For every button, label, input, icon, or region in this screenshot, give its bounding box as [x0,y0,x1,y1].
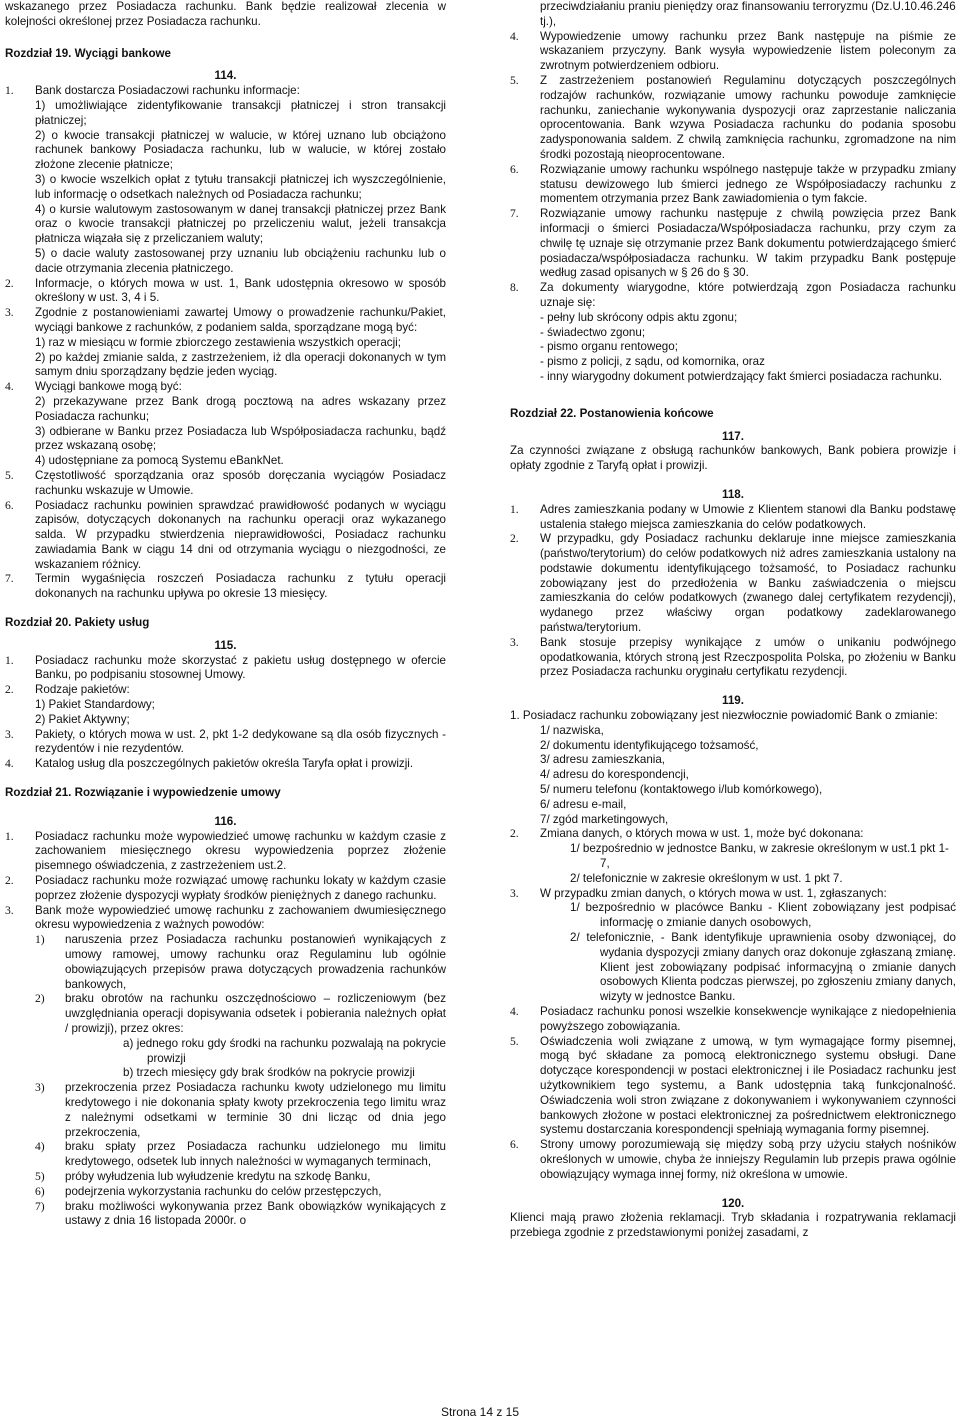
list-item: 1/ bezpośrednio w placówce Banku - Klient zobowiązany jest podpisać informację o zmianie danych osobowych, [570,901,956,930]
list-item: 3) odbierane w Banku przez Posiadacza lub Współposiadacza rachunku, bądź przez wskazaną osobę; [35,424,446,453]
p115-item-2: 2. Rodzaje pakietów: [5,683,130,697]
p119-1-list [510,724,956,828]
p114-item-2: 2. Informacje, o których mowa w ust. 1, Bank udostępnia okresowo w sposób określony w ust. 3, 4 i 5. [5,276,446,305]
list-item: - pismo organu rentowego; [540,340,678,354]
p115-item-1: 1. Posiadacz rachunku może skorzystać z pakietu usług dostępnego w ofercie Banku, po podpisaniu stosownej Umowy. [5,653,446,682]
p114-item-1: 1. Bank dostarcza Posiadaczowi rachunku informacje: [5,84,300,98]
p119-item-4: 4. Posiadacz rachunku ponosi wszelkie konsekwencje wynikające z niedopełnienia powyższego zobowiązania. [510,1005,956,1033]
chapter-21-heading: Rozdział 21. Rozwiązanie i wypowiedzenie umowy [5,786,281,800]
paragraph-117-number: 117. [722,429,744,443]
p119-3-list [510,901,956,1005]
list-item: 1) Pakiet Standardowy; [35,698,155,712]
p116-item-2: 2. Posiadacz rachunku może rozwiązać umowę rachunku lokaty w każdym czasie poprzez złożenie dyspozycji wypłaty środków pieniężnych z danego rachunku. [5,874,446,902]
chapter-22-heading: Rozdział 22. Postanowienia końcowe [510,406,714,420]
list-item: - pismo z policji, z sądu, od komornika, oraz [540,355,765,369]
list-item: 2/ telefonicznie w zakresie określonym w ust. 1 pkt 7. [570,871,843,885]
list-item: a) jednego roku gdy środki na rachunku pozwalają na pokrycie prowizji [123,1036,446,1065]
list-item: 3) o kwocie wszelkich opłat z tytułu transakcji płatniczej ich wyszczególnienie, lub informację o odsetkach należnych od Posiadacza rachunku; [35,172,446,201]
list-item: 4) braku spłaty przez Posiadacza rachunku udzielonego mu limitu kredytowego, odsetek lub innych należności w wymaganych terminach, [35,1140,446,1169]
p114-item-3: 3. Zgodnie z postanowieniami zawartej Umowy o prowadzenie rachunku/Pakiet, wyciągi bankowe z rachunków, z podaniem salda, sporządzane mogą być: [5,306,446,334]
left-column [5,0,446,1229]
p119-item-6: 6. Strony umowy porozumiewają się między sobą przy użyciu stałych nośników określonych w umowie, chyba że inniejszy Regulamin lub przepis prawa ogólnie obowiązujący wymaga innej formy, niż określona w umowie. [510,1138,956,1181]
p119-item-2: 2. Zmiana danych, o których mowa w ust. 1, może być dokonana: [510,827,864,841]
p115-2-list [5,698,446,728]
p116-item-8: 8. Za dokumenty wiarygodne, które potwierdzają zgon Posiadacza rachunku uznaje się: [510,281,956,309]
p116-item-4: 4. Wypowiedzenie umowy rachunku przez Bank następuje na piśmie ze wskazaniem przyczyny. Bank wysyła wypowiedzenie listem poleconym za zwrotnym potwierdzeniem odbioru. [510,29,956,73]
p120-text: Klienci mają prawo złożenia reklamacji. Tryb składania i rozpatrywania reklamacji przebiega zgodnie z przedstawionymi poniżej zasadami, z [510,1211,956,1240]
p119-item-5: 5. Oświadczenia woli związane z umową, w tym wymagające formy pisemnej, mogą być składane za pomocą elektronicznego systemu obsługi. Dane dotyczące korespondencji w postaci elektronicznej i ile Posiadacz rachunku jest użytkownikiem tego systemu, a Bank udostępnia taką funkcjonalność. Oświadczenia woli stron związane z dokonywaniem i wykonywaniem czynności bankowych złożone w postaci elektronicznej za pośrednictwem elektronicznego systemu dostarczania korespondencji spełniają wymagania formy pisemnej. [510,1034,956,1137]
list-item: 3) przekroczenia przez Posiadacza rachunku kwoty udzielonego mu limitu kredytowego i nie dokonania spłaty kwoty przekroczenia tego limitu wraz z należnymi odsetkami w terminie 30 dni licząc od dnia jego przekroczenia, [35,1081,446,1139]
list-item: 2) przekazywane przez Bank drogą pocztową na adres wskazany przez Posiadacza rachunku; [35,394,446,423]
paragraph-114-number: 114. [214,69,237,83]
p114-item-7: 7. Termin wygaśnięcia roszczeń Posiadacza rachunku z tytułu operacji dokonanych na rachunku upływa po okresie 13 miesięcy. [5,572,446,601]
p116-item-6: 6. Rozwiązanie umowy rachunku wspólnego następuje także w przypadku zmiany statusu dewizowego lub śmierci jednego ze Współposiadaczy rachunku z momentem otrzymania przez Bank zawiadomienia o tym fakcie. [510,162,956,206]
list-item: - świadectwo zgonu; [540,325,646,339]
continuation-text: przeciwdziałaniu praniu pieniędzy oraz finansowaniu terroryzmu (Dz.U.10.46.246 tj.), [540,0,956,28]
list-item: 1) umożliwiające zidentyfikowanie transakcji płatniczej i stron transakcji płatniczej; [35,98,446,127]
list-item: 2/ telefonicznie, - Bank identyfikuje uprawnienia osoby dzwoniącej, do wydania dyspozycji zmiany danych oraz dokonuje zgłaszaną zmianę. Klient jest zobowiązany podpisać informacyjną o zmianie danych osobowych Klienta podczas pierwszej, po zgłoszeniu zmiany danych, wizyty w jednostce Banku. [570,931,956,1004]
list-item: 6) podejrzenia wykorzystania rachunku do celów przestępczych, [35,1184,382,1198]
paragraph-119-number: 119. [722,694,744,708]
list-item: 2) Pakiet Aktywny; [35,712,130,726]
list-item: 2/ dokumentu identyfikującego tożsamość, [540,738,759,752]
list-item: - pełny lub skrócony odpis aktu zgonu; [540,310,738,324]
paragraph-116-number: 116. [214,814,237,828]
p115-item-3: 3. Pakiety, o których mowa w ust. 2, pkt 1-2 dedykowane są dla osób fizycznych - rezydentów i nie rezydentów. [5,727,446,756]
right-column [510,0,956,1241]
p118-item-2: 2. W przypadku, gdy Posiadacz rachunku deklaruje inne miejsce zamieszkania (państwo/terytorium) do celów podatkowych niż adres zamieszkania ustalony na podstawie dokumentu identyfikującego tożsamość, to Posiadacz rachunku zobowiązany jest do przedłożenia w Banku zaświadczenia o miejscu zamieszkania do celów podatkowych (zwanego dalej certyfikatem rezydencji), wydanego przez właściwy organ podatkowy zadeklarowanego państwa/terytorium. [510,532,956,635]
list-item: 1) raz w miesiącu w formie zbiorczego zestawienia wszystkich operacji; [35,335,401,349]
p119-2-list [510,842,956,886]
p116-item-3: 3. Bank może wypowiedzieć umowę rachunku z zachowaniem dwumiesięcznego okresu wypowiedzenia z ważnych powodów: [5,903,446,932]
chapter-19-heading: Rozdział 19. Wyciągi bankowe [5,46,172,60]
list-item: 1/ nazwiska, [540,723,604,737]
list-item: 2) o kwocie transakcji płatniczej w walucie, w której uznano lub obciążono rachunek bankowy Posiadacza rachunku, lub w walucie, w której zostało złożone zlecenie płatnicze; [35,128,446,172]
list-item: 4/ adresu do korespondencji, [540,768,689,782]
paragraph-118-number: 118. [722,487,744,501]
paragraph-115-number: 115. [214,638,237,652]
p116-item-7: 7. Rozwiązanie umowy rachunku następuje z chwilą powzięcia przez Bank informacji o śmierci Posiadacza/Współposiadacza rachunku, przy czym za chwilę tę uznaje się otrzymanie przez Bank dokumentu potwierdzającego śmierć posiadacza/współposiadacza rachunku. W takim przypadku Bank postępuje według zasad opisanych w § 26 do § 30. [510,207,956,280]
list-item: - inny wiarygodny dokument potwierdzający fakt śmierci posiadacza rachunku. [540,369,943,383]
list-item: 4) o kursie walutowym zastosowanym w danej transakcji płatniczej przez Bank oraz o kwocie transakcji płatniczej po przeliczeniu walut, jeżeli transakcja płatnicza wiązała się z przeliczaniem waluty; [35,202,446,246]
p114-4-list [5,395,446,469]
list-item: 7) braku możliwości wykonywania przez Bank obowiązków wynikających z ustawy z dnia 16 listopada 2000r. o [35,1199,446,1228]
p119-item-1: 1. Posiadacz rachunku zobowiązany jest niezwłocznie powiadomić Bank o zmianie: [510,709,938,723]
list-item: 1/ bezpośrednio w jednostce Banku, w zakresie określonym w ust.1 pkt 1-7, [570,842,949,871]
chapter-20-heading: Rozdział 20. Pakiety usług [5,616,150,630]
list-item: 4) udostępniane za pomocą Systemu eBankNet. [35,454,284,468]
p118-item-3: 3. Bank stosuje przepisy wynikające z umów o unikaniu podwójnego opodatkowania, których stroną jest Rzeczpospolita Polska, po złożeniu w Banku przez Posiadacza rachunku oryginału certyfikatu rezydencji. [510,635,956,679]
p114-item-6: 6. Posiadacz rachunku powinien sprawdzać prawidłowość podanych w wyciągu zapisów, dotyczących dokonanych na rachunku operacji oraz wykazanego salda. W przypadku stwierdzenia nieprawidłowości, Posiadacz rachunku zawiadamia Bank w ciągu 14 dni od otrzymania wyciągu o niezgodności, ze wskazaniem różnicy. [5,498,446,571]
list-item: 7/ zgód marketingowych, [540,812,669,826]
list-item: 5) o dacie waluty zastosowanej przy uznaniu lub obciążeniu rachunku lub o dacie otrzymania zlecenia płatniczego. [35,246,446,275]
list-item: 3/ adresu zamieszkania, [540,753,666,767]
p117-text: Za czynności związane z obsługą rachunków bankowych, Bank pobiera prowizje i opłaty zgodnie z Taryfą opłat i prowizji. [510,444,956,473]
p116-item-5: 5. Z zastrzeżeniem postanowień Regulaminu dotyczących poszczególnych rodzajów rachunków, rozwiązanie umowy rachunku powoduje zamknięcie rachunku, zaniechanie wykonywania dyspozycji oraz zaprzestanie naliczania oprocentowania. Bank wzywa Posiadacza rachunku do podania sposobu zadysponowania saldem. Z chwilą zamknięcia rachunku, zgromadzone na nim środki pozostają nieoprocentowane. [510,73,956,161]
list-item: 5) próby wyłudzenia lub wyłudzenie kredytu na szkodę Banku, [35,1169,371,1183]
paragraph-120-number: 120. [721,1196,745,1210]
p114-item-4: 4. Wyciągi bankowe mogą być: [5,380,182,394]
p116-item-1: 1. Posiadacz rachunku może wypowiedzieć umowę rachunku w każdym czasie z zachowaniem miesięcznego okresu wypowiedzenia poprzez złożenie pisemnego oświadczenia, z zastrzeżeniem ust.2. [5,829,446,873]
list-item: 2) po każdej zmianie salda, z zastrzeżeniem, iż dla operacji dokonanych w tym samym dniu sporządzany będzie jeden wyciąg. [35,350,446,379]
list-item: 2) braku obrotów na rachunku oszczędnościowo – rozliczeniowym (bez uwzględniania operacji dopisywania odsetek i pobierania należnych opłat / prowizji), przez okres: [35,992,446,1035]
list-item: 6/ adresu e-mail, [540,797,627,811]
p118-item-1: 1. Adres zamieszkania podany w Umowie z Klientem stanowi dla Banku podstawę ustalenia stałego miejsca zamieszkania do celów podatkowych. [510,502,956,531]
p116-8-list [510,311,956,385]
p116-3-list [5,933,446,1229]
p114-item-5: 5. Częstotliwość sporządzania oraz sposób doręczania wyciągów Posiadacz rachunku wskazuje w Umowie. [5,468,446,497]
list-item: b) trzech miesięcy gdy brak środków na pokrycie prowizji [123,1066,415,1080]
page-number: Strona 14 z 15 [440,1405,520,1419]
list-item: 1) naruszenia przez Posiadacza rachunku postanowień wynikających z umowy ramowej, umowy rachunku oraz Regulaminu lub ogólnie obowiązujących przepisów prawa dotyczących prowadzenia rachunków bankowych, [35,933,446,991]
p119-item-3: 3. W przypadku zmian danych, o których mowa w ust. 1, zgłaszanych: [510,886,887,900]
list-item: 5/ numeru telefonu (kontaktowego i/lub komórkowego), [540,783,823,797]
p115-item-4: 4. Katalog usług dla poszczególnych pakietów określa Taryfa opłat i prowizji. [5,757,414,771]
intro-text: wskazanego przez Posiadacza rachunku. Bank będzie realizował zlecenia w kolejności określonej przez Posiadacza rachunku. [5,0,446,28]
p114-3-list [5,336,446,380]
p116-3-2-sublist [35,1037,446,1081]
p114-1-list [5,99,446,277]
